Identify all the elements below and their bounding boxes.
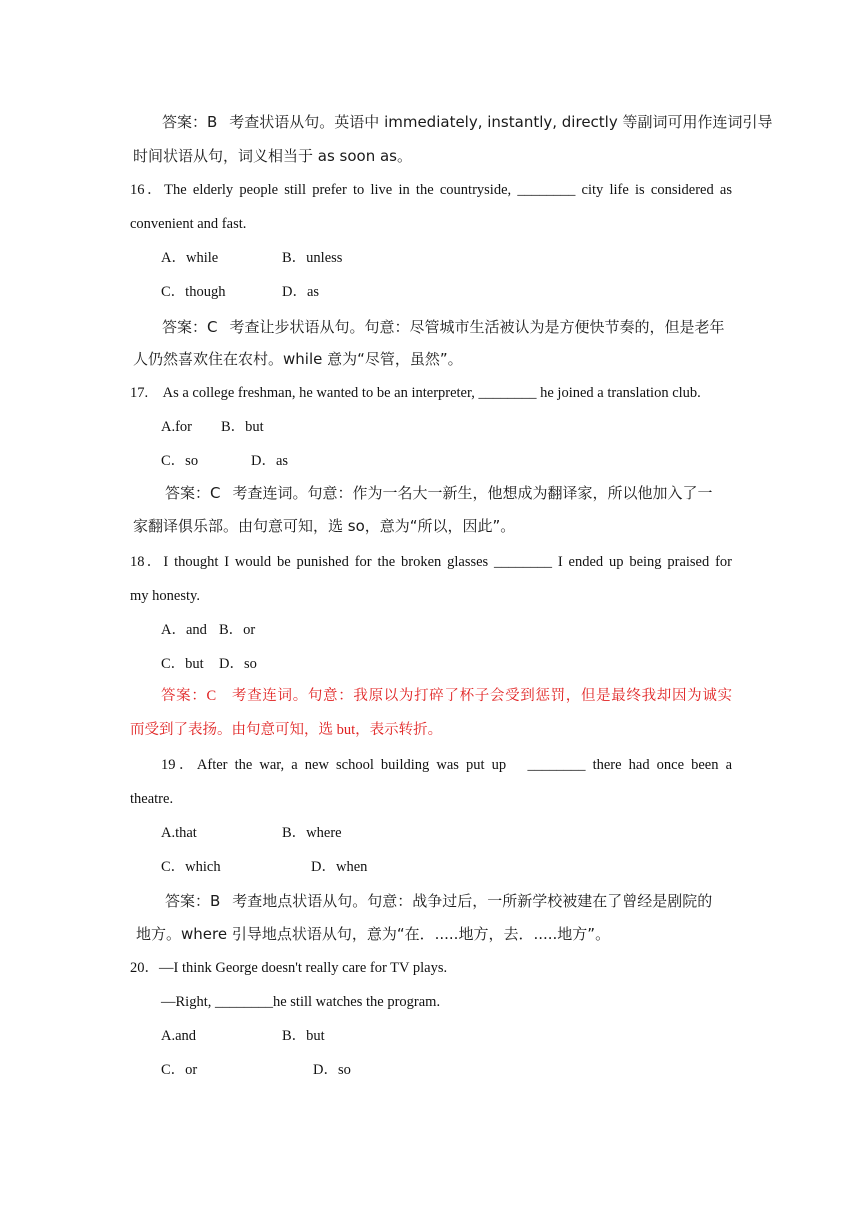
q18-option-c: C．but (161, 656, 204, 672)
q17-option-b: B．but (221, 419, 264, 435)
q16-option-c: C．though (161, 284, 226, 300)
q15-answer-line-1 (162, 112, 773, 132)
q20-option-a: A.and (161, 1028, 197, 1044)
q18-option-b: B．or (219, 622, 256, 638)
q17-stem-line-1: 17. As a college freshman, he wanted to be an interpreter, ________ he joined a translation club. (130, 385, 701, 401)
q17-answer-label: 答案：C (165, 484, 221, 502)
q20-option-d: D．so (313, 1062, 351, 1078)
q17-option-c: C．so (161, 453, 199, 469)
q19-answer-line-1 (165, 891, 712, 911)
q17-answer-line-1 (165, 483, 713, 503)
q19-stem-line-1: 19．After the war, a new school building was put up ________ there had once been a (161, 757, 732, 773)
q16-answer-line-2: 人仍然喜欢住在农村。while 意为“尽管，虽然”。 (133, 350, 463, 368)
q16-answer-text-1: 考查让步状语从句。句意：尽管城市生活被认为是方便快节奏的，但是老年 (229, 318, 725, 336)
q18-stem-line-1: 18．I thought I would be punished for the broken glasses ________ I ended up being praised for (130, 554, 732, 570)
q19-answer-label: 答案：B (165, 892, 221, 910)
q15-answer-line-2: 时间状语从句，词义相当于 as soon as。 (133, 147, 412, 165)
q19-stem-line-2: theatre. (130, 791, 174, 807)
q19-option-a: A.that (161, 825, 197, 841)
q15-answer-text-1: 考查状语从句。英语中 immediately, instantly, directly 等副词可用作连词引导 (229, 113, 773, 131)
q15-answer-label: 答案：B (162, 113, 218, 131)
q19-option-b: B．where (282, 825, 342, 841)
q18-option-d: D．so (219, 656, 257, 672)
q19-answer-line-2: 地方。where 引导地点状语从句，意为“在．.....地方，去．.....地方”。 (136, 925, 611, 943)
q18-option-a: A．and (161, 622, 207, 638)
q17-answer-line-2: 家翻译俱乐部。由句意可知，选 so，意为“所以，因此”。 (133, 517, 516, 535)
q16-answer-line-1 (162, 317, 725, 337)
q16-stem-line-1: 16．The elderly people still prefer to live in the countryside, ________ city life is considered as (130, 182, 732, 198)
q18-answer-line-2: 而受到了表扬。由句意可知，选 but，表示转折。 (130, 722, 443, 738)
q20-option-c: C．or (161, 1062, 198, 1078)
q19-option-d: D．when (311, 859, 368, 875)
q19-answer-text-1: 考查地点状语从句。句意：战争过后，一所新学校被建在了曾经是剧院的 (232, 892, 713, 910)
q16-option-a: A．while (161, 250, 219, 266)
q17-answer-text-1: 考查连词。句意：作为一名大一新生，他想成为翻译家，所以他加入了一 (232, 484, 713, 502)
q16-option-d: D．as (282, 284, 320, 300)
q19-option-c: C．which (161, 859, 221, 875)
q20-stem-line-2: —Right, ________he still watches the program. (161, 994, 441, 1010)
q20-stem-line-1: 20．—I think George doesn't really care for TV plays. (130, 960, 448, 976)
q20-option-b: B．but (282, 1028, 325, 1044)
q17-option-a: A.for (161, 419, 193, 435)
q18-stem-line-2: my honesty. (130, 588, 200, 604)
q17-option-d: D．as (251, 453, 289, 469)
q16-option-b: B．unless (282, 250, 343, 266)
q16-answer-label: 答案：C (162, 318, 218, 336)
q18-answer-line-1: 答案：C 考查连词。句意：我原以为打碎了杯子会受到惩罚，但是最终我却因为诚实 (161, 688, 732, 704)
q16-stem-line-2: convenient and fast. (130, 216, 247, 232)
